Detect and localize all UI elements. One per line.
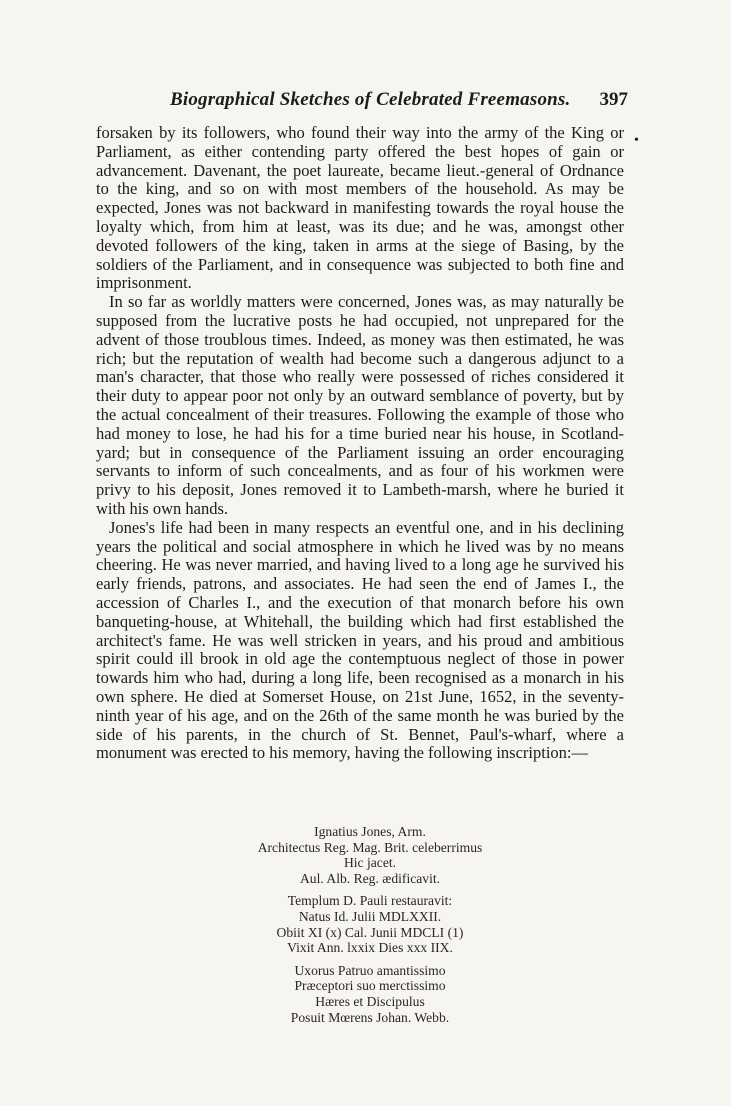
inscription-line: Præceptori suo merctissimo [294, 978, 446, 994]
inscription-line: Natus Id. Julii MDLXXII. [298, 908, 442, 924]
inscription-line: Templum D. Pauli restauravit: [287, 893, 453, 909]
running-title: Biographical Sketches of Celebrated Freemasons. [170, 89, 571, 110]
inscription-group-1 [190, 824, 550, 886]
page-number: 397 [599, 89, 628, 110]
inscription-line: Ignatius Jones, Arm. [314, 824, 426, 839]
inscription-line: Hic jacet. [343, 855, 397, 871]
inscription-line: Uxorus Patruo amantissimo [294, 962, 446, 978]
body-text [96, 124, 624, 763]
inscription-line: Aul. Alb. Reg. ædificavit. [299, 870, 441, 886]
inscription-line: Vixit Ann. lxxix Dies xxx IIX. [287, 940, 453, 956]
inscription-group-3 [190, 963, 550, 1025]
inscription-line: Obiit XI (x) Cal. Junii MDCLI (1) [276, 924, 464, 940]
paragraph-2: In so far as worldly matters were concerned, Jones was, as may naturally be supposed from the lucrative posts he had occupied, not unprepared for the advent of those troublous times. Indeed, as money was then estimated, he was rich; but the reputation of wealth had become such a dangerous adjunct to a man's character, that those who really were possessed of riches considered it their duty to appear poor not only by an outward semblance of poverty, but by the actual concealment of their treasures. Following the example of those who had money to lose, he had his for a time buried near his house, in Scotland-yard; but in consequence of the Parliament issuing an order encouraging servants to inform of such concealments, and as four of his workmen were privy to his deposit, Jones removed it to Lambeth-marsh, where he buried it with his own hands. [96, 292, 624, 518]
margin-mark: • [634, 133, 639, 148]
inscription-line: Hæres et Discipulus [315, 993, 425, 1009]
inscription-group-2 [190, 893, 550, 955]
paragraph-3: Jones's life had been in many respects an eventful one, and in his declining years the political and social atmosphere in which he lived was by no means cheering. He was never married, and having lived to a long age he survived his early friends, patrons, and associates. He had seen the end of James I., the accession of Charles I., and the execution of that monarch before his own banqueting-house, at Whitehall, the building which had first established the architect's fame. He was well stricken in years, and his proud and ambitious spirit could ill brook in old age the contemptuous neglect of those in power towards him who had, during a long life, been recognised as a monarch in his own sphere. He died at Somerset House, on 21st June, 1652, in the seventy-ninth year of his age, and on the 26th of the same month he was buried by the side of his parents, in the church of St. Bennet, Paul's-wharf, where a monument was erected to his memory, having the following inscription:— [96, 517, 624, 763]
page-header [96, 89, 628, 115]
paragraph-1: forsaken by its followers, who found their way into the army of the King or Parliament, as either contending party offered the best hopes of gain or advancement. Davenant, the poet laureate, became lieut.-general of Ordnance to the king, and so on with most members of the household. As may be expected, Jones was not backward in manifesting towards the royal house the loyalty which, from him at least, was its due; and he was, amongst other devoted followers of the king, taken in arms at the siege of Basing, by the soldiers of the Parliament, and in consequence was subjected to both fine and imprisonment. [96, 123, 624, 293]
inscription-line: Architectus Reg. Mag. Brit. celeberrimus [257, 839, 483, 855]
inscription-line: Posuit Mœrens Johan. Webb. [290, 1009, 450, 1025]
epitaph-inscription [190, 824, 550, 1032]
